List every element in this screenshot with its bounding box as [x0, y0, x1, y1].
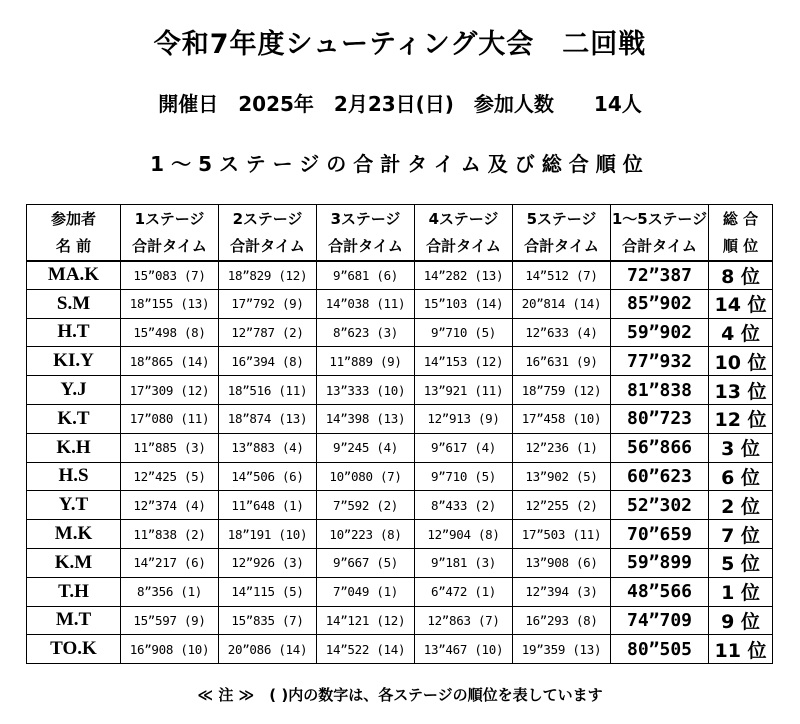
overall-rank: 2 位	[709, 491, 773, 520]
table-row	[27, 318, 773, 347]
header-stage-5: 5ステージ	[513, 205, 611, 233]
total-time: 52”302	[611, 491, 709, 520]
stage-2-time: 18”191 (10)	[219, 520, 317, 549]
header-total-time-5: 合計タイム	[513, 233, 611, 261]
overall-rank: 9 位	[709, 606, 773, 635]
total-time: 48”566	[611, 577, 709, 606]
stage-5-time: 12”255 (2)	[513, 491, 611, 520]
stage-2-time: 13”883 (4)	[219, 433, 317, 462]
page-title: 令和7年度シューティング大会 二回戦	[153, 29, 647, 60]
table-row	[27, 376, 773, 405]
stage-4-time: 6”472 (1)	[415, 577, 513, 606]
total-time: 81”838	[611, 376, 709, 405]
table-row	[27, 548, 773, 577]
stage-3-time: 9”681 (6)	[317, 261, 415, 290]
stage-5-time: 20”814 (14)	[513, 289, 611, 318]
participant-name: MA.K	[27, 261, 121, 290]
overall-rank: 3 位	[709, 433, 773, 462]
overall-rank: 14 位	[709, 289, 773, 318]
participant-name: S.M	[27, 289, 121, 318]
participant-name: H.S	[27, 462, 121, 491]
table-row	[27, 635, 773, 664]
participant-name: KI.Y	[27, 347, 121, 376]
stage-5-time: 13”908 (6)	[513, 548, 611, 577]
overall-rank: 1 位	[709, 577, 773, 606]
overall-rank: 12 位	[709, 404, 773, 433]
total-time: 59”902	[611, 318, 709, 347]
total-time: 77”932	[611, 347, 709, 376]
header-stage-total: 1～5ステージ	[611, 205, 709, 233]
table-row	[27, 520, 773, 549]
overall-rank: 11 位	[709, 635, 773, 664]
stage-2-time: 12”926 (3)	[219, 548, 317, 577]
table-row	[27, 347, 773, 376]
participant-name: TO.K	[27, 635, 121, 664]
total-time: 60”623	[611, 462, 709, 491]
stage-3-time: 14”121 (12)	[317, 606, 415, 635]
overall-rank: 5 位	[709, 548, 773, 577]
header-total-time-1: 合計タイム	[121, 233, 219, 261]
total-time: 85”902	[611, 289, 709, 318]
table-header	[27, 205, 773, 261]
header-total-time-4: 合計タイム	[415, 233, 513, 261]
stage-4-time: 15”103 (14)	[415, 289, 513, 318]
stage-1-time: 12”374 (4)	[121, 491, 219, 520]
stage-1-time: 18”155 (13)	[121, 289, 219, 318]
overall-rank: 7 位	[709, 520, 773, 549]
stage-4-time: 12”913 (9)	[415, 404, 513, 433]
header-stage-1: 1ステージ	[121, 205, 219, 233]
stage-1-time: 18”865 (14)	[121, 347, 219, 376]
stage-3-time: 10”223 (8)	[317, 520, 415, 549]
table-row	[27, 577, 773, 606]
stage-3-time: 7”592 (2)	[317, 491, 415, 520]
header-stage-3: 3ステージ	[317, 205, 415, 233]
stage-4-time: 9”181 (3)	[415, 548, 513, 577]
stage-1-time: 11”885 (3)	[121, 433, 219, 462]
table-heading: 1～5ステージの合計タイム及び総合順位	[150, 152, 650, 176]
event-info: 開催日 2025年 2月23日(日) 参加人数 14人	[158, 92, 642, 116]
table-row	[27, 462, 773, 491]
stage-3-time: 9”667 (5)	[317, 548, 415, 577]
overall-rank: 13 位	[709, 376, 773, 405]
total-time: 80”723	[611, 404, 709, 433]
total-time: 59”899	[611, 548, 709, 577]
total-time: 70”659	[611, 520, 709, 549]
stage-4-time: 9”710 (5)	[415, 318, 513, 347]
table-row	[27, 289, 773, 318]
stage-3-time: 14”038 (11)	[317, 289, 415, 318]
table-body	[27, 261, 773, 664]
stage-4-time: 9”710 (5)	[415, 462, 513, 491]
stage-5-time: 14”512 (7)	[513, 261, 611, 290]
stage-4-time: 13”921 (11)	[415, 376, 513, 405]
header-row-1	[27, 205, 773, 233]
footnote: ≪ 注 ≫ ( )内の数字は、各ステージの順位を表しています	[197, 686, 603, 704]
stage-2-time: 12”787 (2)	[219, 318, 317, 347]
stage-1-time: 15”083 (7)	[121, 261, 219, 290]
stage-2-time: 15”835 (7)	[219, 606, 317, 635]
stage-1-time: 14”217 (6)	[121, 548, 219, 577]
overall-rank: 10 位	[709, 347, 773, 376]
stage-4-time: 8”433 (2)	[415, 491, 513, 520]
stage-5-time: 17”503 (11)	[513, 520, 611, 549]
stage-5-time: 16”631 (9)	[513, 347, 611, 376]
results-table	[26, 204, 773, 664]
header-name: 名 前	[27, 233, 121, 261]
table-row	[27, 261, 773, 290]
stage-2-time: 16”394 (8)	[219, 347, 317, 376]
stage-5-time: 12”236 (1)	[513, 433, 611, 462]
stage-1-time: 12”425 (5)	[121, 462, 219, 491]
stage-1-time: 8”356 (1)	[121, 577, 219, 606]
header-participant: 参加者	[27, 205, 121, 233]
stage-1-time: 11”838 (2)	[121, 520, 219, 549]
stage-3-time: 11”889 (9)	[317, 347, 415, 376]
participant-name: Y.T	[27, 491, 121, 520]
stage-3-time: 14”398 (13)	[317, 404, 415, 433]
stage-4-time: 9”617 (4)	[415, 433, 513, 462]
stage-1-time: 17”309 (12)	[121, 376, 219, 405]
total-time: 56”866	[611, 433, 709, 462]
header-stage-4: 4ステージ	[415, 205, 513, 233]
stage-2-time: 20”086 (14)	[219, 635, 317, 664]
stage-4-time: 14”282 (13)	[415, 261, 513, 290]
stage-3-time: 14”522 (14)	[317, 635, 415, 664]
participant-name: K.H	[27, 433, 121, 462]
header-row-2	[27, 233, 773, 261]
stage-3-time: 7”049 (1)	[317, 577, 415, 606]
stage-3-time: 10”080 (7)	[317, 462, 415, 491]
stage-1-time: 15”597 (9)	[121, 606, 219, 635]
stage-1-time: 16”908 (10)	[121, 635, 219, 664]
header-total-time-3: 合計タイム	[317, 233, 415, 261]
stage-2-time: 11”648 (1)	[219, 491, 317, 520]
participant-name: K.T	[27, 404, 121, 433]
stage-4-time: 13”467 (10)	[415, 635, 513, 664]
table-row	[27, 433, 773, 462]
total-time: 74”709	[611, 606, 709, 635]
stage-1-time: 17”080 (11)	[121, 404, 219, 433]
header-total-time-all: 合計タイム	[611, 233, 709, 261]
participant-name: H.T	[27, 318, 121, 347]
participant-name: Y.J	[27, 376, 121, 405]
participant-name: K.M	[27, 548, 121, 577]
header-stage-2: 2ステージ	[219, 205, 317, 233]
stage-5-time: 16”293 (8)	[513, 606, 611, 635]
stage-2-time: 18”874 (13)	[219, 404, 317, 433]
stage-4-time: 12”863 (7)	[415, 606, 513, 635]
header-overall: 総 合	[709, 205, 773, 233]
total-time: 72”387	[611, 261, 709, 290]
participant-name: T.H	[27, 577, 121, 606]
stage-2-time: 18”829 (12)	[219, 261, 317, 290]
stage-5-time: 12”633 (4)	[513, 318, 611, 347]
stage-5-time: 12”394 (3)	[513, 577, 611, 606]
table-row	[27, 491, 773, 520]
header-rank: 順 位	[709, 233, 773, 261]
overall-rank: 4 位	[709, 318, 773, 347]
stage-3-time: 13”333 (10)	[317, 376, 415, 405]
total-time: 80”505	[611, 635, 709, 664]
stage-2-time: 17”792 (9)	[219, 289, 317, 318]
header-total-time-2: 合計タイム	[219, 233, 317, 261]
stage-3-time: 8”623 (3)	[317, 318, 415, 347]
stage-2-time: 18”516 (11)	[219, 376, 317, 405]
table-row	[27, 606, 773, 635]
overall-rank: 8 位	[709, 261, 773, 290]
stage-5-time: 19”359 (13)	[513, 635, 611, 664]
stage-2-time: 14”506 (6)	[219, 462, 317, 491]
stage-3-time: 9”245 (4)	[317, 433, 415, 462]
table-row	[27, 404, 773, 433]
stage-5-time: 18”759 (12)	[513, 376, 611, 405]
stage-2-time: 14”115 (5)	[219, 577, 317, 606]
overall-rank: 6 位	[709, 462, 773, 491]
stage-5-time: 13”902 (5)	[513, 462, 611, 491]
participant-name: M.T	[27, 606, 121, 635]
stage-4-time: 14”153 (12)	[415, 347, 513, 376]
stage-4-time: 12”904 (8)	[415, 520, 513, 549]
participant-name: M.K	[27, 520, 121, 549]
stage-5-time: 17”458 (10)	[513, 404, 611, 433]
stage-1-time: 15”498 (8)	[121, 318, 219, 347]
